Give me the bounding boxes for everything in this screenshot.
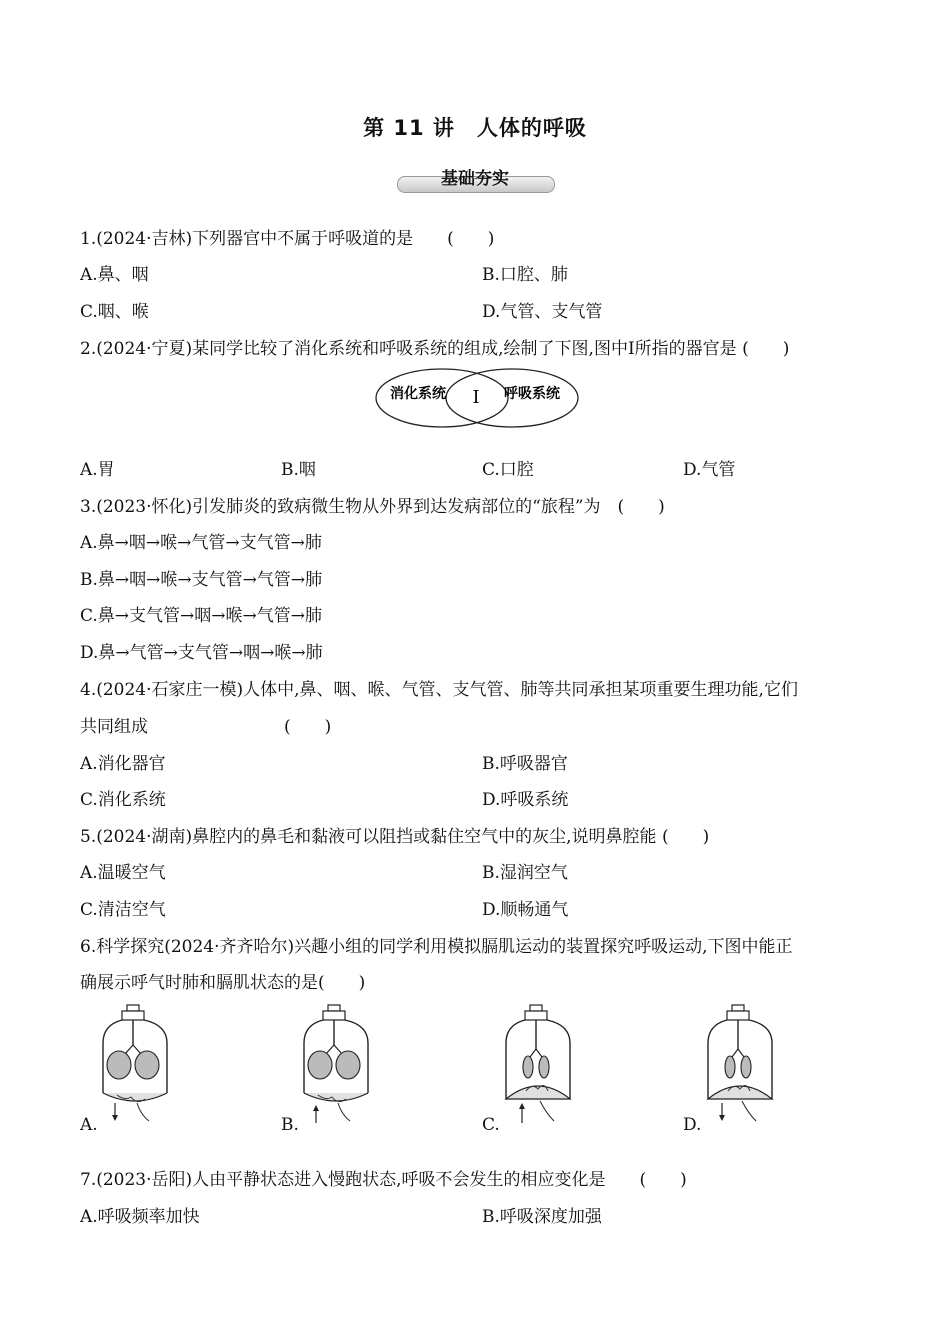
q1-option-c: C.咽、喉 bbox=[80, 302, 149, 322]
q5-option-c: C.清洁空气 bbox=[80, 900, 166, 920]
q5-option-d: D.顺畅通气 bbox=[482, 900, 569, 920]
venn-center-label: Ⅰ bbox=[472, 387, 480, 408]
q7-option-a: A.呼吸频率加快 bbox=[80, 1207, 200, 1227]
q1-option-d: D.气管、支气管 bbox=[482, 302, 603, 322]
q4-stem-line2: 共同组成 ( ) bbox=[80, 717, 332, 737]
q6-option-a: A. bbox=[80, 1115, 98, 1135]
q6-stem-line2: 确展示呼气时肺和膈肌状态的是( ) bbox=[80, 973, 366, 993]
venn-diagram bbox=[372, 366, 582, 430]
q4-option-b: B.呼吸器官 bbox=[482, 754, 568, 774]
section-header bbox=[397, 164, 553, 194]
page-title: 第 11 讲 人体的呼吸 bbox=[363, 116, 587, 140]
q6-option-c: C. bbox=[482, 1115, 500, 1135]
q2-option-c: C.口腔 bbox=[482, 460, 534, 480]
q3-option-b: B.鼻→咽→喉→支气管→气管→肺 bbox=[80, 570, 323, 590]
q3-option-a: A.鼻→咽→喉→气管→支气管→肺 bbox=[80, 533, 322, 553]
q5-option-b: B.湿润空气 bbox=[482, 863, 568, 883]
bell-jar-model-c bbox=[500, 1003, 580, 1128]
q4-option-a: A.消化器官 bbox=[80, 754, 166, 774]
q3-option-c: C.鼻→支气管→咽→喉→气管→肺 bbox=[80, 606, 323, 626]
q6-option-b: B. bbox=[281, 1115, 299, 1135]
q1-option-b: B.口腔、肺 bbox=[482, 265, 568, 285]
q4-option-c: C.消化系统 bbox=[80, 790, 166, 810]
q1-stem: 1.(2024·吉林)下列器官中不属于呼吸道的是 ( ) bbox=[80, 229, 495, 249]
q3-stem: 3.(2023·怀化)引发肺炎的致病微生物从外界到达发病部位的“旅程”为 ( ) bbox=[80, 497, 665, 517]
q2-option-b: B.咽 bbox=[281, 460, 316, 480]
q4-stem-line1: 4.(2024·石家庄一模)人体中,鼻、咽、喉、气管、支气管、肺等共同承担某项重要生理功能,它们 bbox=[80, 680, 798, 700]
q7-stem: 7.(2023·岳阳)人由平静状态进入慢跑状态,呼吸不会发生的相应变化是 ( ) bbox=[80, 1170, 687, 1190]
q3-option-d: D.鼻→气管→支气管→咽→喉→肺 bbox=[80, 643, 323, 663]
q5-option-a: A.温暖空气 bbox=[80, 863, 166, 883]
venn-left-label: 消化系统 bbox=[390, 386, 446, 402]
q6-option-d: D. bbox=[683, 1115, 702, 1135]
q2-option-a: A.胃 bbox=[80, 460, 115, 480]
section-label: 基础夯实 bbox=[441, 169, 509, 189]
bell-jar-model-d bbox=[702, 1003, 782, 1128]
q6-stem-line1: 6.科学探究(2024·齐齐哈尔)兴趣小组的同学利用模拟膈肌运动的装置探究呼吸运动,下图中能正 bbox=[80, 937, 793, 957]
q1-option-a: A.鼻、咽 bbox=[80, 265, 149, 285]
q2-stem: 2.(2024·宁夏)某同学比较了消化系统和呼吸系统的组成,绘制了下图,图中Ⅰ所指的器官是 ( ) bbox=[80, 339, 790, 359]
q7-option-b: B.呼吸深度加强 bbox=[482, 1207, 602, 1227]
venn-right-label: 呼吸系统 bbox=[504, 386, 560, 402]
q2-option-d: D.气管 bbox=[683, 460, 736, 480]
q5-stem: 5.(2024·湖南)鼻腔内的鼻毛和黏液可以阻挡或黏住空气中的灰尘,说明鼻腔能 ( ) bbox=[80, 827, 710, 847]
q4-option-d: D.呼吸系统 bbox=[482, 790, 569, 810]
bell-jar-model-b bbox=[298, 1003, 378, 1128]
bell-jar-model-a bbox=[97, 1003, 177, 1128]
